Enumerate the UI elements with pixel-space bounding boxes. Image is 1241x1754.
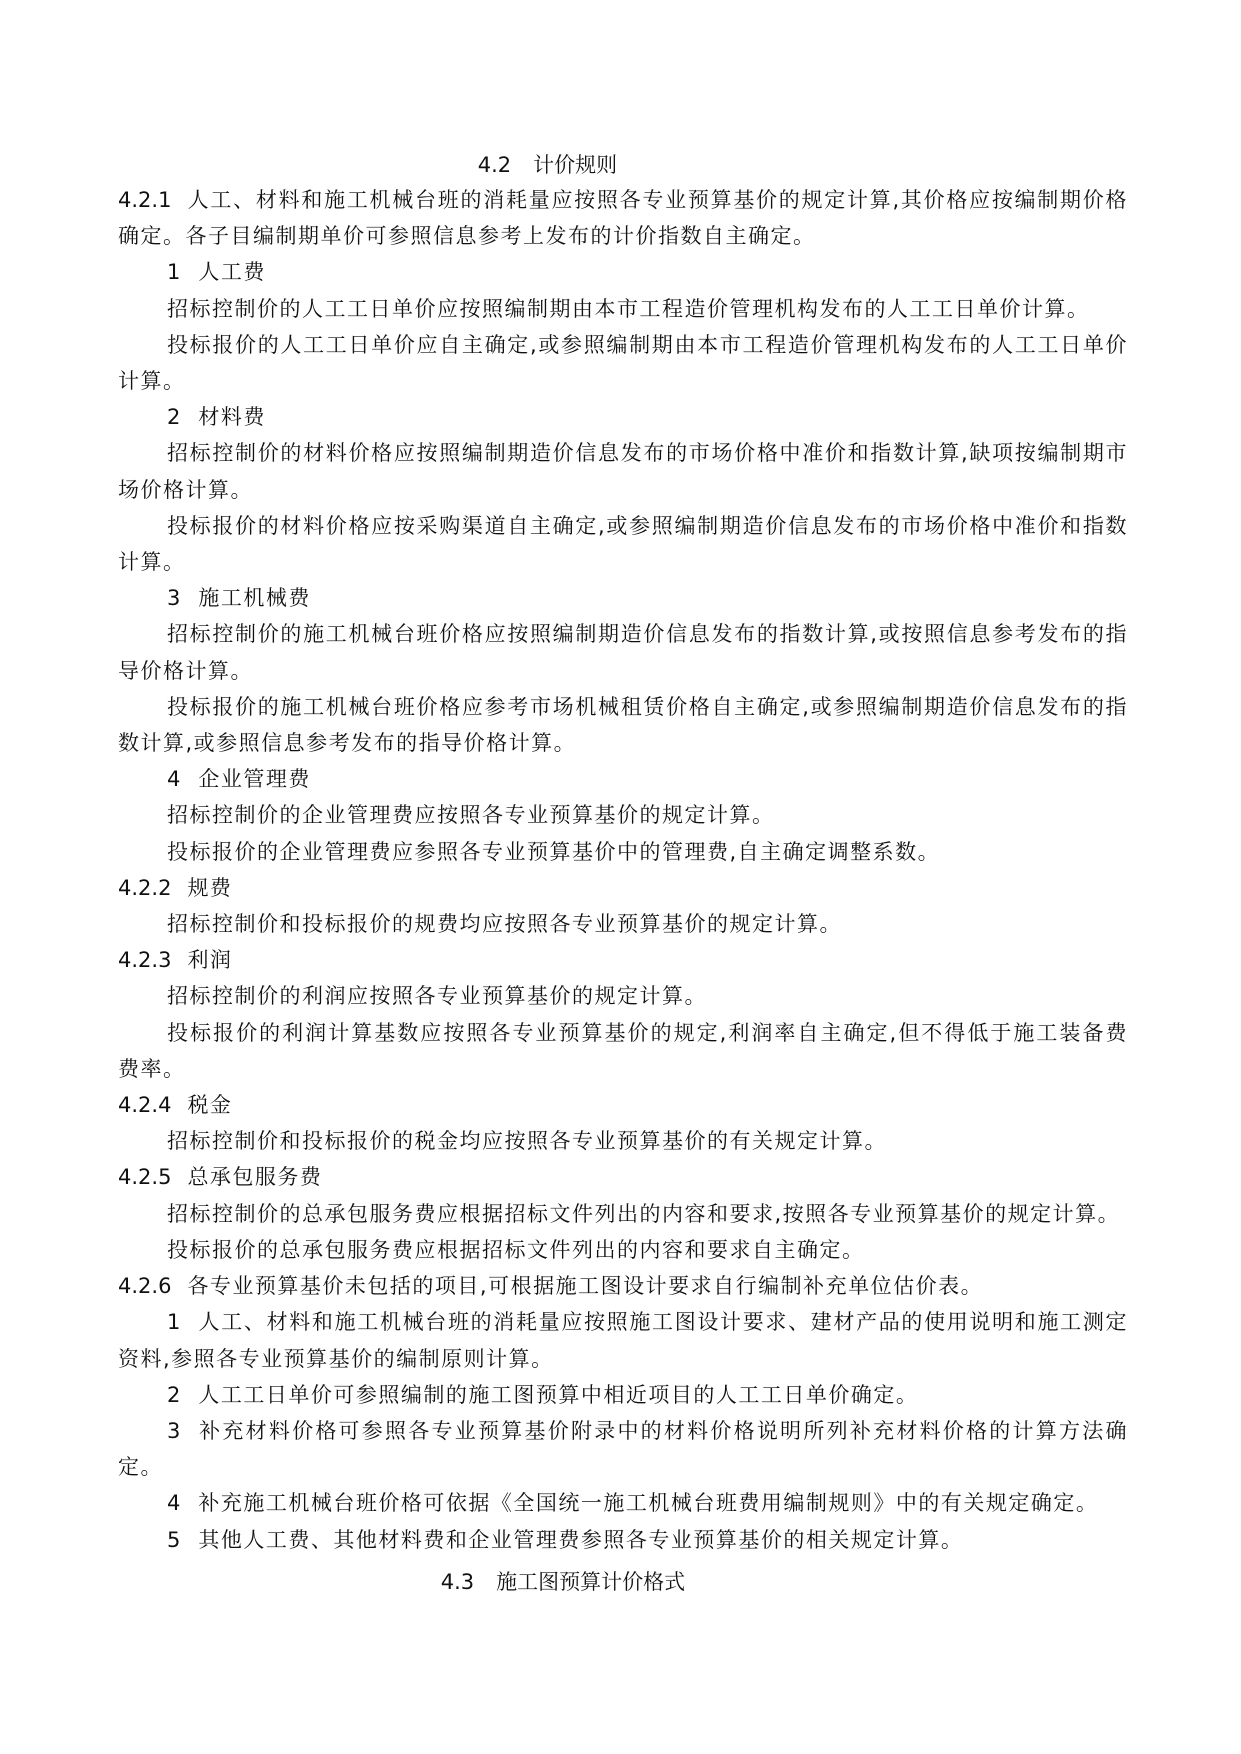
sub-item-title: 企业管理费 xyxy=(198,767,311,792)
clause-text: 利润 xyxy=(187,948,233,973)
section-heading-4-3 xyxy=(414,1537,685,1627)
clause-number: 4.2.3 xyxy=(118,948,172,973)
numbered-item xyxy=(118,1304,1128,1376)
section-number: 4.3 xyxy=(440,1570,475,1594)
clause-4-2-1 xyxy=(118,182,1128,254)
paragraph: 招标控制价的利润应按照各专业预算基价的规定计算。 xyxy=(167,984,707,1009)
numbered-item xyxy=(118,1485,1128,1521)
paragraph: 投标报价的人工工日单价应自主确定,或参照编制期由本市工程造价管理机构发布的人工工日单价计算。 xyxy=(118,332,1128,394)
paragraph: 招标控制价和投标报价的税金均应按照各专业预算基价的有关规定计算。 xyxy=(167,1129,887,1154)
section-title: 计价规则 xyxy=(533,153,618,177)
sub-item-heading xyxy=(118,761,1128,797)
clause-number: 4.2.4 xyxy=(118,1093,172,1118)
sub-item-heading xyxy=(118,580,1128,616)
sub-item-title: 施工机械费 xyxy=(198,586,311,611)
clause-4-2-3 xyxy=(118,942,1128,978)
section-number: 4.2 xyxy=(477,153,512,177)
numbered-item xyxy=(118,1377,1128,1413)
item-text: 人工、材料和施工机械台班的消耗量应按照施工图设计要求、建材产品的使用说明和施工测定资料,参照各专业预算基价的编制原则计算。 xyxy=(118,1310,1128,1371)
sub-item-title: 材料费 xyxy=(198,405,266,430)
item-number: 3 xyxy=(167,1418,181,1443)
clause-4-2-4 xyxy=(118,1087,1128,1123)
clause-text: 各专业预算基价未包括的项目,可根据施工图设计要求自行编制补充单位估价表。 xyxy=(187,1274,984,1299)
paragraph: 招标控制价的人工工日单价应按照编制期由本市工程造价管理机构发布的人工工日单价计算。 xyxy=(167,296,1090,321)
section-title: 施工图预算计价格式 xyxy=(496,1570,686,1594)
paragraph: 招标控制价的企业管理费应按照各专业预算基价的规定计算。 xyxy=(167,803,775,828)
numbered-item xyxy=(118,1413,1128,1485)
paragraph: 投标报价的材料价格应按采购渠道自主确定,或参照编制期造价信息发布的市场价格中准价和指数计算。 xyxy=(118,513,1128,575)
item-text: 补充施工机械台班价格可依据《全国统一施工机械台班费用编制规则》中的有关规定确定。 xyxy=(198,1491,1099,1516)
item-number: 1 xyxy=(167,1310,181,1335)
clause-text: 税金 xyxy=(187,1093,233,1118)
clause-text: 总承包服务费 xyxy=(187,1165,323,1190)
item-text: 人工工日单价可参照编制的施工图预算中相近项目的人工工日单价确定。 xyxy=(198,1382,919,1407)
clause-4-2-2 xyxy=(118,870,1128,906)
item-number: 2 xyxy=(167,1382,181,1407)
sub-item-heading xyxy=(118,399,1128,435)
clause-number: 4.2.6 xyxy=(118,1274,172,1299)
paragraph: 投标报价的企业管理费应参照各专业预算基价中的管理费,自主确定调整系数。 xyxy=(167,839,941,864)
clause-number: 4.2.5 xyxy=(118,1165,172,1190)
clause-number: 4.2.1 xyxy=(118,188,172,212)
clause-4-2-5 xyxy=(118,1159,1128,1195)
paragraph: 招标控制价的材料价格应按照编制期造价信息发布的市场价格中准价和指数计算,缺项按编制期市场价格计算。 xyxy=(118,441,1128,502)
clause-4-2-6 xyxy=(118,1268,1128,1304)
paragraph: 投标报价的总承包服务费应根据招标文件列出的内容和要求自主确定。 xyxy=(167,1237,865,1262)
paragraph: 招标控制价的施工机械台班价格应按照编制期造价信息发布的指数计算,或按照信息参考发布的指导价格计算。 xyxy=(118,622,1128,683)
item-text: 其他人工费、其他材料费和企业管理费参照各专业预算基价的相关规定计算。 xyxy=(198,1527,964,1552)
paragraph: 投标报价的施工机械台班价格应参考市场机械租赁价格自主确定,或参照编制期造价信息发布的指数计算,或参照信息参考发布的指导价格计算。 xyxy=(118,694,1128,756)
clause-number: 4.2.2 xyxy=(118,875,172,900)
item-number: 4 xyxy=(167,1491,181,1516)
sub-item-number: 1 xyxy=(167,260,181,285)
sub-item-heading xyxy=(118,254,1128,290)
clause-text: 规费 xyxy=(187,875,233,900)
item-text: 补充材料价格可参照各专业预算基价附录中的材料价格说明所列补充材料价格的计算方法确定。 xyxy=(118,1418,1128,1480)
paragraph: 投标报价的利润计算基数应按照各专业预算基价的规定,利润率自主确定,但不得低于施工装备费费率。 xyxy=(118,1020,1128,1081)
clause-text: 人工、材料和施工机械台班的消耗量应按照各专业预算基价的规定计算,其价格应按编制期价格确定。各子目编制期单价可参照信息参考上发布的计价指数自主确定。 xyxy=(118,188,1128,249)
sub-item-title: 人工费 xyxy=(198,260,266,285)
paragraph: 招标控制价的总承包服务费应根据招标文件列出的内容和要求,按照各专业预算基价的规定计算。 xyxy=(167,1201,1121,1226)
sub-item-number: 2 xyxy=(167,405,181,430)
document-body xyxy=(118,182,1128,1558)
paragraph: 招标控制价和投标报价的规费均应按照各专业预算基价的规定计算。 xyxy=(167,912,842,937)
item-number: 5 xyxy=(167,1527,181,1552)
sub-item-number: 4 xyxy=(167,767,181,792)
sub-item-number: 3 xyxy=(167,586,181,611)
